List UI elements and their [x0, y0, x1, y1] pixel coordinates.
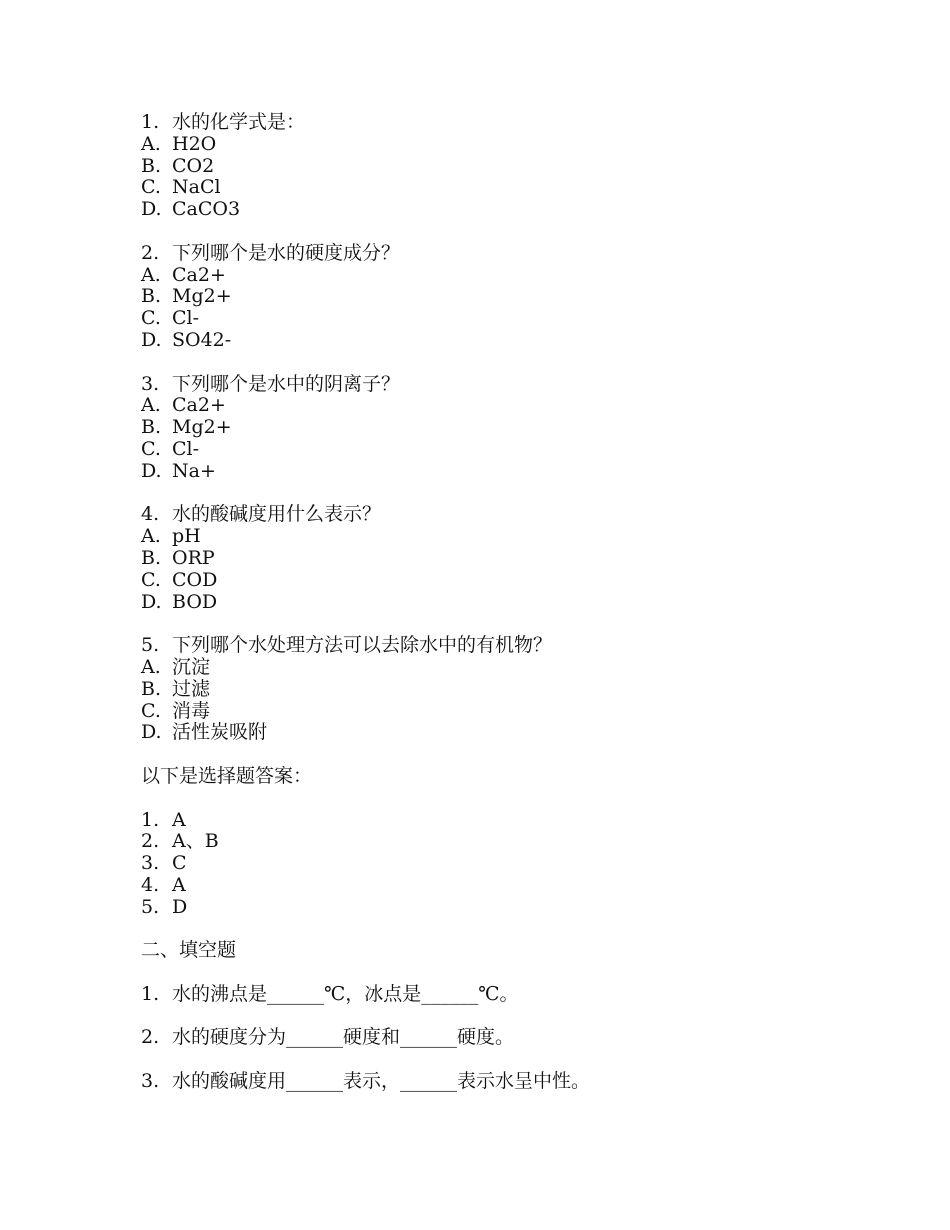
question-5	[141, 635, 841, 744]
option: D. 活性炭吸附	[141, 721, 268, 744]
option: C. COD	[141, 568, 218, 591]
question-2	[141, 243, 841, 352]
question-number: 4.	[141, 503, 160, 526]
answer-item: 3. C	[141, 852, 187, 875]
spacer	[141, 352, 841, 374]
question-number: 2.	[141, 241, 160, 264]
option: A. pH	[141, 525, 201, 548]
answer-item: 4. A	[141, 873, 186, 896]
question-1	[141, 112, 841, 221]
option: A. H2O	[141, 132, 217, 155]
option: A. 沉淀	[141, 655, 211, 678]
option: C. Cl-	[141, 307, 200, 330]
spacer	[141, 788, 841, 810]
document-page	[141, 112, 841, 1093]
option: B. 过滤	[141, 677, 211, 700]
option: B. ORP	[141, 546, 215, 569]
option: D. Na+	[141, 459, 216, 482]
answer-item: 2. A、B	[141, 830, 219, 853]
spacer	[141, 962, 841, 984]
spacer	[141, 1049, 841, 1071]
question-text: 水的化学式是：	[172, 111, 306, 133]
option: A. Ca2+	[141, 394, 226, 417]
answer-item: 1. A	[141, 808, 186, 831]
fill-question-2: 2. 水的硬度分为______硬度和______硬度。	[141, 1026, 515, 1049]
option: C. Cl-	[141, 437, 200, 460]
question-number: 1.	[141, 111, 160, 133]
spacer	[141, 918, 841, 940]
fill-question-1: 1. 水的沸点是______℃，冰点是______℃。	[141, 982, 519, 1005]
fill-question-3: 3. 水的酸碱度用______表示，______表示水呈中性。	[141, 1070, 591, 1093]
question-text: 水的酸碱度用什么表示？	[172, 503, 382, 526]
spacer	[141, 1006, 841, 1028]
option: C. 消毒	[141, 699, 211, 722]
fill-section-title: 二、填空题	[141, 939, 237, 962]
spacer	[141, 221, 841, 243]
option: B. Mg2+	[141, 285, 232, 308]
option: C. NaCl	[141, 176, 221, 199]
option: A. Ca2+	[141, 263, 226, 286]
option: B. CO2	[141, 154, 215, 177]
answers-heading: 以下是选择题答案：	[141, 764, 313, 787]
question-3	[141, 374, 841, 483]
question-number: 5.	[141, 634, 160, 657]
question-text: 下列哪个是水中的阴离子？	[172, 372, 401, 395]
answer-item: 5. D	[141, 895, 188, 918]
option: D. BOD	[141, 590, 218, 613]
question-text: 下列哪个是水的硬度成分？	[172, 241, 401, 264]
option: D. SO42-	[141, 328, 232, 351]
spacer	[141, 744, 841, 766]
question-4	[141, 504, 841, 613]
spacer	[141, 613, 841, 635]
option: D. CaCO3	[141, 198, 241, 221]
answers-list	[141, 810, 841, 919]
question-text: 下列哪个水处理方法可以去除水中的有机物？	[172, 634, 553, 657]
option: B. Mg2+	[141, 416, 232, 439]
spacer	[141, 483, 841, 505]
question-number: 3.	[141, 372, 160, 395]
